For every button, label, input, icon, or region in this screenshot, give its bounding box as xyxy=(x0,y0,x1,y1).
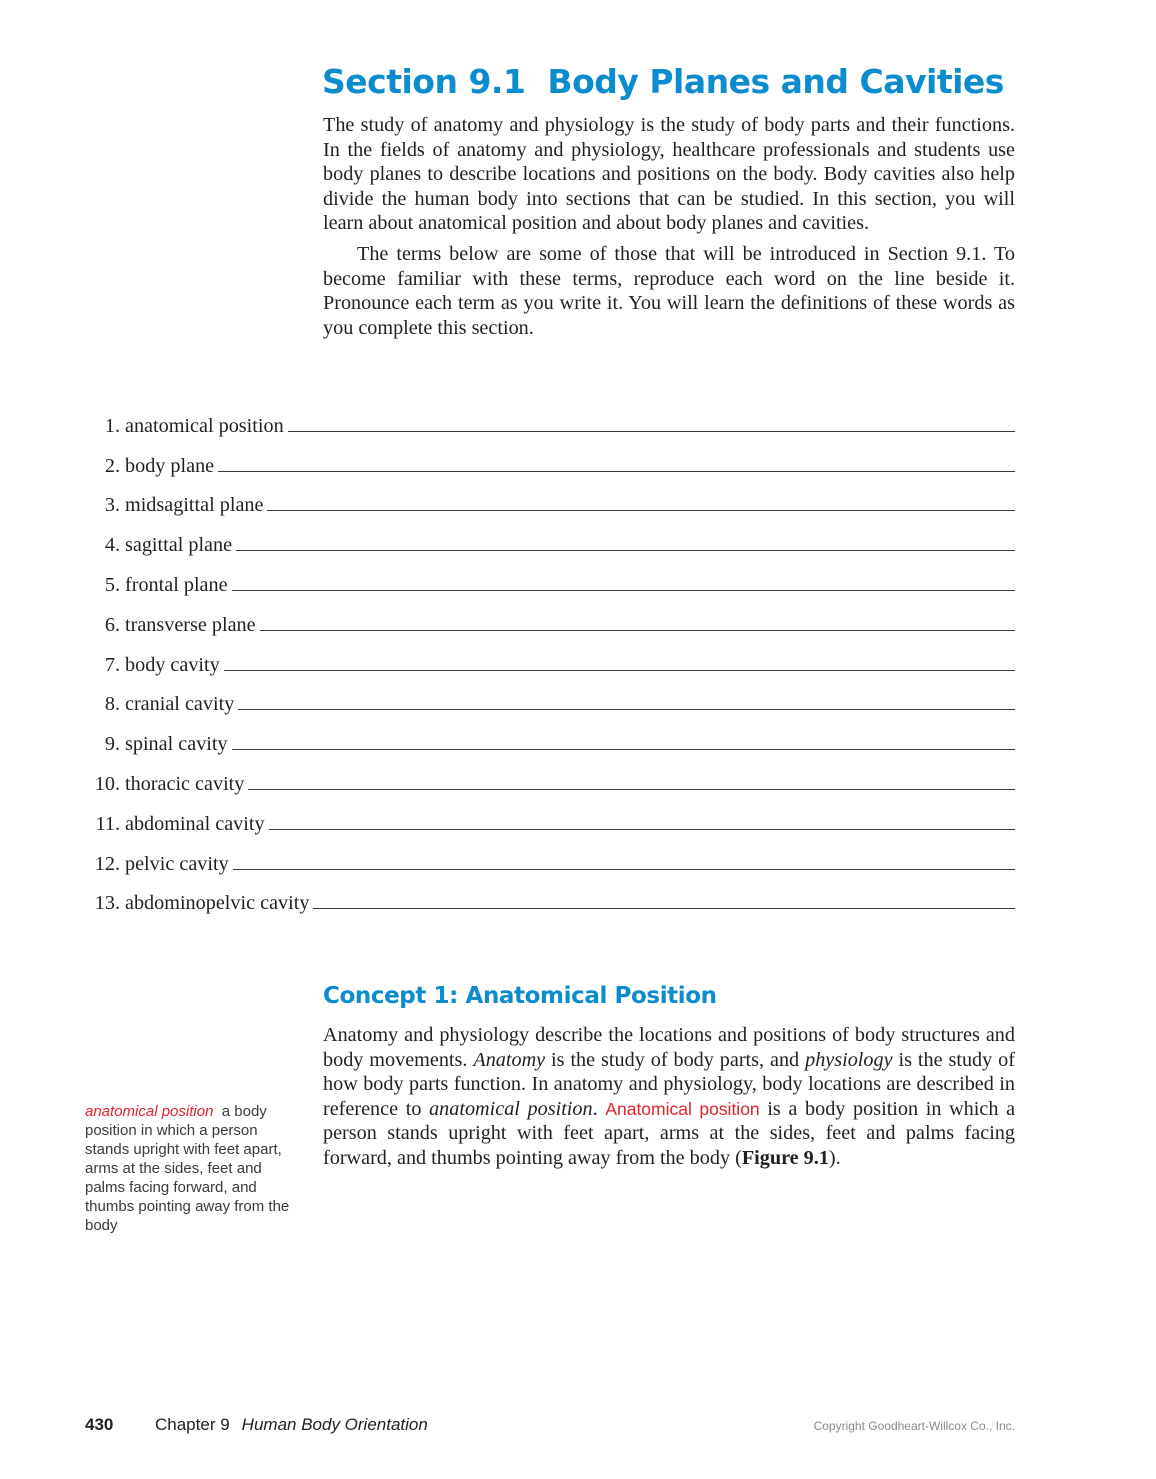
term-number: 4. xyxy=(104,534,120,557)
page-number: 430 xyxy=(85,1415,114,1434)
term-label: thoracic cavity xyxy=(125,772,245,795)
term-label: body cavity xyxy=(125,653,220,676)
term-row xyxy=(80,398,1015,438)
glossary-definition: a body position in which a person stands upright with feet apart, arms at the sides, feet and palms facing forward, and thumbs pointing away from the body xyxy=(85,1103,290,1234)
term-row xyxy=(80,637,1015,677)
glossary-term: anatomical position xyxy=(85,1103,214,1120)
term-label: cranial cavity xyxy=(125,693,235,716)
concept-text: . xyxy=(592,1097,606,1120)
italic-term: Anatomy xyxy=(473,1048,546,1071)
term-label: spinal cavity xyxy=(125,733,228,756)
italic-term: physiology xyxy=(805,1048,893,1071)
term-label: abdominal cavity xyxy=(125,812,265,835)
term-number: 8. xyxy=(104,693,120,716)
term-number: 12. xyxy=(94,852,120,875)
chapter-number: Chapter 9 xyxy=(155,1415,230,1434)
term-row xyxy=(80,517,1015,557)
write-line[interactable] xyxy=(260,630,1015,631)
term-row xyxy=(80,478,1015,518)
term-row xyxy=(80,756,1015,796)
terms-list xyxy=(80,398,1015,915)
key-term: Anatomical position xyxy=(605,1098,760,1119)
italic-term: anatomical position xyxy=(429,1097,593,1120)
term-number: 3. xyxy=(104,494,120,517)
term-row xyxy=(80,677,1015,717)
term-number: 10. xyxy=(94,772,120,795)
section-number: Section 9.1 xyxy=(322,62,526,101)
term-row xyxy=(80,438,1015,478)
term-row xyxy=(80,836,1015,876)
write-line[interactable] xyxy=(236,550,1015,551)
write-line[interactable] xyxy=(238,709,1015,710)
term-label: anatomical position xyxy=(125,414,284,437)
term-number: 5. xyxy=(104,573,120,596)
intro-paragraph-2: The terms below are some of those that will be introduced in Section 9.1. To become familiar with these terms, reproduce each word on the line beside it. Pronounce each term as you write it. You will learn the definitions of these words as you complete this section. xyxy=(323,242,1015,339)
write-line[interactable] xyxy=(233,869,1015,870)
section-heading: Body Planes and Cavities xyxy=(547,62,1004,101)
term-row xyxy=(80,796,1015,836)
term-number: 7. xyxy=(104,653,120,676)
write-line[interactable] xyxy=(232,749,1015,750)
term-number: 9. xyxy=(104,733,120,756)
write-line[interactable] xyxy=(313,908,1015,909)
copyright-notice: Copyright Goodheart-Willcox Co., Inc. xyxy=(813,1419,1015,1433)
write-line[interactable] xyxy=(224,670,1015,671)
concept-text: ). xyxy=(828,1146,841,1169)
term-row xyxy=(80,557,1015,597)
term-label: midsagittal plane xyxy=(125,494,264,517)
intro-paragraph-1: The study of anatomy and physiology is the study of body parts and their functions. In the fields of anatomy and physiology, healthcare professionals and students use body planes to describe locations and positions on the body. Body cavities also help divide the human body into sections that can be studied. In this section, you will learn about anatomical position and about body planes and cavities. xyxy=(323,114,1015,235)
term-label: transverse plane xyxy=(125,613,256,636)
chapter-title: Human Body Orientation xyxy=(241,1415,428,1434)
concept-title: Concept 1: Anatomical Position xyxy=(323,983,717,1009)
figure-reference[interactable]: Figure 9.1 xyxy=(741,1146,829,1169)
write-line[interactable] xyxy=(248,789,1015,790)
write-line[interactable] xyxy=(218,471,1015,472)
write-line[interactable] xyxy=(269,829,1015,830)
concept-text: Anatomy and physiology describe the locations and positions of body structures and body movements. xyxy=(323,1024,1015,1071)
term-number: 11. xyxy=(95,812,120,835)
section-title xyxy=(322,62,1004,101)
concept-text: is a body position in which a person stands upright with feet apart, arms at the sides, feet and palms facing forward, and thumbs pointing away from the body ( xyxy=(323,1097,1016,1169)
term-label: body plane xyxy=(125,454,215,477)
term-label: sagittal plane xyxy=(125,534,233,557)
chapter-label xyxy=(155,1415,428,1435)
write-line[interactable] xyxy=(288,431,1015,432)
term-row xyxy=(80,876,1015,916)
term-label: pelvic cavity xyxy=(125,852,229,875)
write-line[interactable] xyxy=(232,590,1015,591)
term-number: 1. xyxy=(104,414,120,437)
term-row xyxy=(80,597,1015,637)
term-row xyxy=(80,716,1015,756)
term-number: 6. xyxy=(104,613,120,636)
intro-text xyxy=(323,113,1015,340)
concept-text: is the study of how body parts function. In anatomy and physiology, body locations are described in reference to xyxy=(323,1048,1015,1120)
term-number: 2. xyxy=(104,454,120,477)
margin-glossary-note xyxy=(85,1102,303,1235)
write-line[interactable] xyxy=(267,510,1015,511)
concept-text: is the study of body parts, and xyxy=(545,1048,806,1071)
term-label: abdominopelvic cavity xyxy=(125,892,310,915)
term-label: frontal plane xyxy=(125,573,228,596)
term-number: 13. xyxy=(94,892,120,915)
concept-body xyxy=(323,1023,1015,1171)
